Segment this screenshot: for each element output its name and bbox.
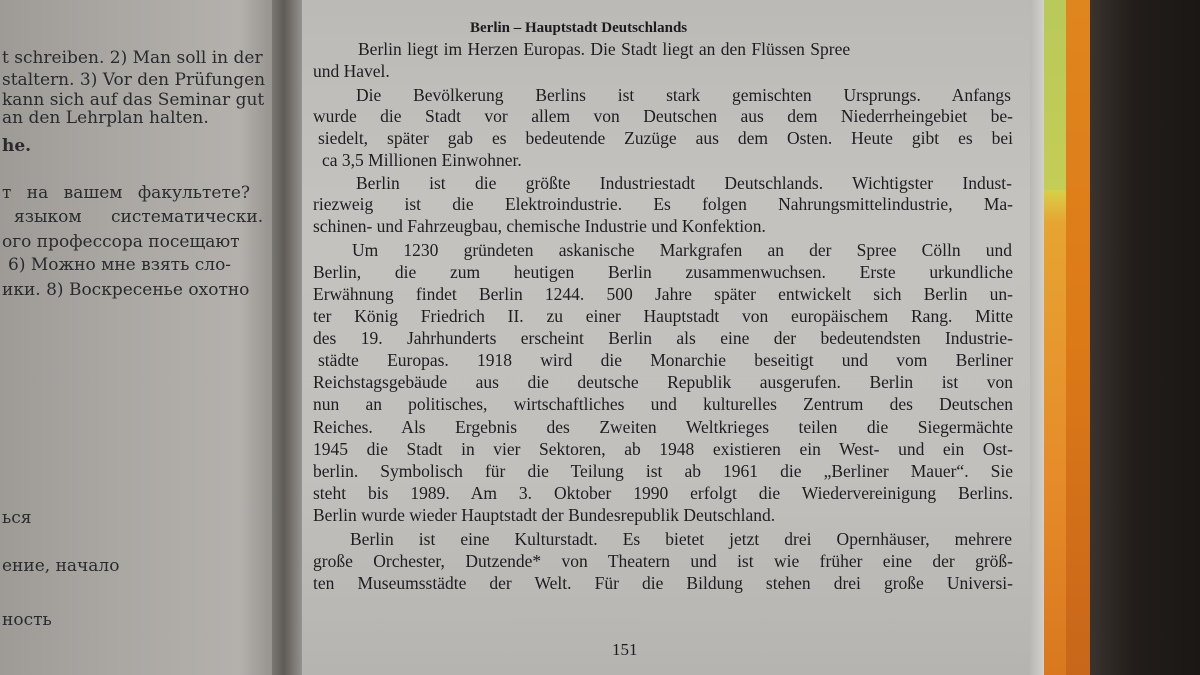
left-page-line: ься <box>2 508 32 528</box>
text-line: ter König Friedrich II. zu einer Hauptstadt von europäischem Rang. Mitte <box>313 306 1013 326</box>
left-page-line: ность <box>2 610 52 630</box>
text-line: schinen- und Fahrzeugbau, chemische Industrie und Konfektion. <box>313 216 766 236</box>
left-page <box>0 0 282 675</box>
left-page-line: т на вашем факультете? <box>2 183 251 203</box>
text-line: 1945 die Stadt in vier Sektoren, ab 1948 existieren ein West- und ein Ost- <box>313 439 1013 459</box>
text-line: riezweig ist die Elektroindustrie. Es folgen Nahrungsmittelindustrie, Ma- <box>313 194 1013 214</box>
page-title: Berlin – Hauptstadt Deutschlands <box>470 20 688 36</box>
left-page-line: 6) Можно мне взять сло- <box>8 255 232 275</box>
text-line: Erwähnung findet Berlin 1244. 500 Jahre später entwickelt sich Berlin un- <box>313 284 1013 304</box>
text-line: siedelt, später gab es bedeutende Zuzüge aus dem Osten. Heute gibt es bei <box>318 128 1013 148</box>
page-edges <box>1030 0 1044 675</box>
left-page-line: языком систематически. <box>14 207 264 227</box>
text-line: Reichstagsgebäude aus die deutsche Republik ausgerufen. Berlin ist von <box>313 372 1013 392</box>
text-line: nun an politisches, wirtschaftliches und kulturelles Zentrum des Deutschen <box>313 394 1013 414</box>
page-number: 151 <box>612 640 638 659</box>
text-line: Um 1230 gründeten askanische Markgrafen an der Spree Cölln und <box>352 240 1012 260</box>
text-line: Die Bevölkerung Berlins ist stark gemischten Ursprungs. Anfangs <box>356 85 1011 105</box>
background-fabric <box>1090 0 1200 675</box>
text-line: städte Europas. 1918 wird die Monarchie beseitigt und vom Berliner <box>318 350 1013 370</box>
text-line: Berlin ist die größte Industriestadt Deutschlands. Wichtigster Indust- <box>356 173 1012 193</box>
text-line: Berlin, die zum heutigen Berlin zusammenwuchsen. Erste urkundliche <box>313 262 1013 282</box>
text-line: Berlin liegt im Herzen Europas. Die Stadt liegt an den Flüssen Spree <box>358 39 851 59</box>
text-line: steht bis 1989. Am 3. Oktober 1990 erfolgt die Wiedervereinigung Berlins. <box>313 483 1013 503</box>
text-line: berlin. Symbolisch für die Teilung ist ab 1961 die „Berliner Mauer“. Sie <box>313 461 1013 481</box>
text-line: ten Museumsstädte der Welt. Für die Bildung stehen drei große Universi- <box>313 573 1013 593</box>
text-line: des 19. Jahrhunderts erscheint Berlin als eine der bedeutendsten Industrie- <box>313 328 1013 348</box>
left-page-line: kann sich auf das Seminar gut <box>2 90 265 110</box>
text-line: und Havel. <box>313 61 390 81</box>
text-line: wurde die Stadt vor allem von Deutschen aus dem Niederrheingebiet be- <box>313 106 1013 126</box>
left-page-line: ики. 8) Воскресенье охотно <box>2 280 250 300</box>
text-line: Berlin ist eine Kulturstadt. Es bietet jetzt drei Opernhäuser, mehrere <box>350 529 1012 549</box>
book-cover-spine <box>1066 0 1090 675</box>
text-line: große Orchester, Dutzende* von Theatern und ist wie früher eine der größ- <box>313 551 1013 571</box>
left-page-line: t schreiben. 2) Man soll in der <box>2 48 263 68</box>
left-page-line: ение, начало <box>2 556 120 576</box>
text-line: Berlin wurde wieder Hauptstadt der Bundesrepublik Deutschland. <box>313 505 776 525</box>
left-page-line: staltern. 3) Vor den Prüfungen <box>2 70 266 90</box>
left-page-line: an den Lehrplan halten. <box>2 108 209 128</box>
text-line: ca 3,5 Millionen Einwohner. <box>322 150 522 170</box>
book-cover-tab <box>1044 0 1068 190</box>
text-line: Reiches. Als Ergebnis des Zweiten Weltkrieges teilen die Siegermächte <box>313 417 1013 437</box>
left-page-line: he. <box>2 136 32 156</box>
left-page-line: ого профессора посещают <box>2 232 240 252</box>
